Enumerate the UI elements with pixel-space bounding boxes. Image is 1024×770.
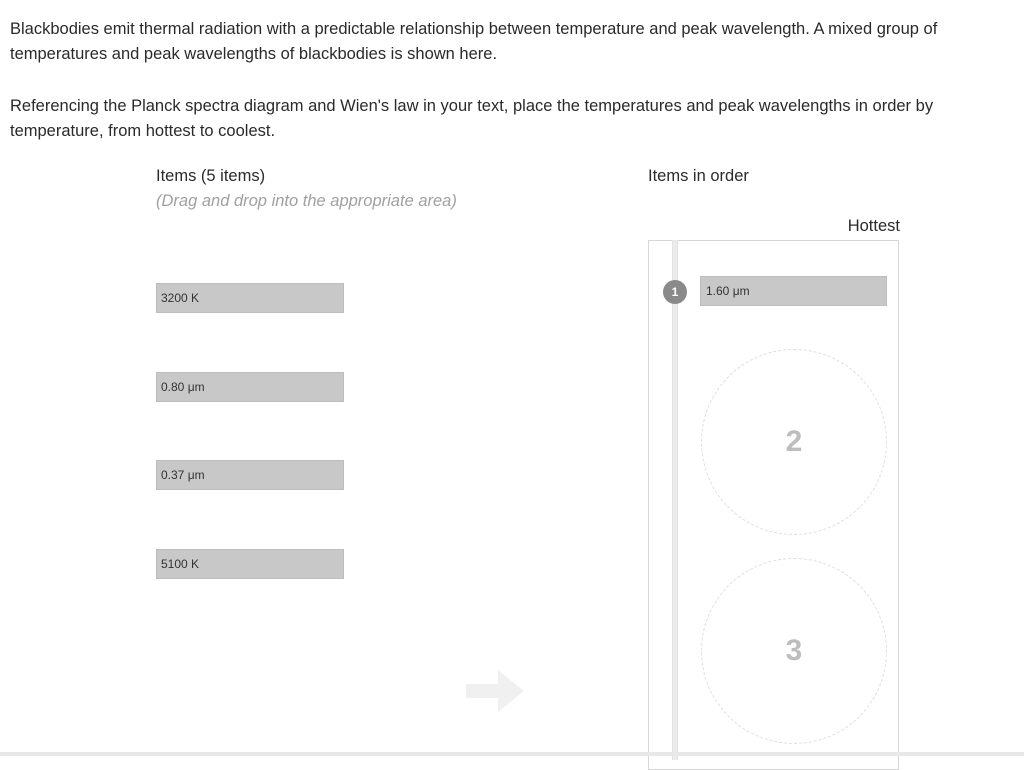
draggable-item[interactable]: 3200 K — [156, 283, 344, 313]
question-intro: Blackbodies emit thermal radiation with a predictable relationship between temperature and peak wavelength. A mixed group of temperatures and peak wavelengths of blackbodies is shown here. — [10, 20, 938, 63]
bottom-bar — [0, 752, 1024, 756]
hottest-label: Hottest — [847, 217, 900, 235]
slot-number-badge: 1 — [663, 280, 687, 304]
empty-drop-slot[interactable] — [701, 349, 887, 535]
order-panel-title: Items in order — [648, 167, 749, 185]
question-instruction: Referencing the Planck spectra diagram and Wien's law in your text, place the temperatures and peak wavelengths in order by temperature, from hottest to coolest. — [10, 97, 934, 140]
arrow-right-icon — [466, 668, 526, 714]
items-panel-hint: (Drag and drop into the appropriate area) — [156, 192, 457, 210]
draggable-item[interactable]: 0.37 μm — [156, 460, 344, 490]
draggable-item[interactable]: 0.80 μm — [156, 372, 344, 402]
order-rail — [672, 240, 678, 760]
items-panel-title: Items (5 items) — [156, 167, 266, 185]
empty-drop-slot[interactable] — [701, 558, 887, 744]
draggable-item[interactable]: 5100 K — [156, 549, 344, 579]
placed-item[interactable]: 1.60 μm — [700, 276, 887, 306]
slot-number: 2 — [785, 425, 803, 458]
slot-number: 3 — [785, 634, 803, 667]
